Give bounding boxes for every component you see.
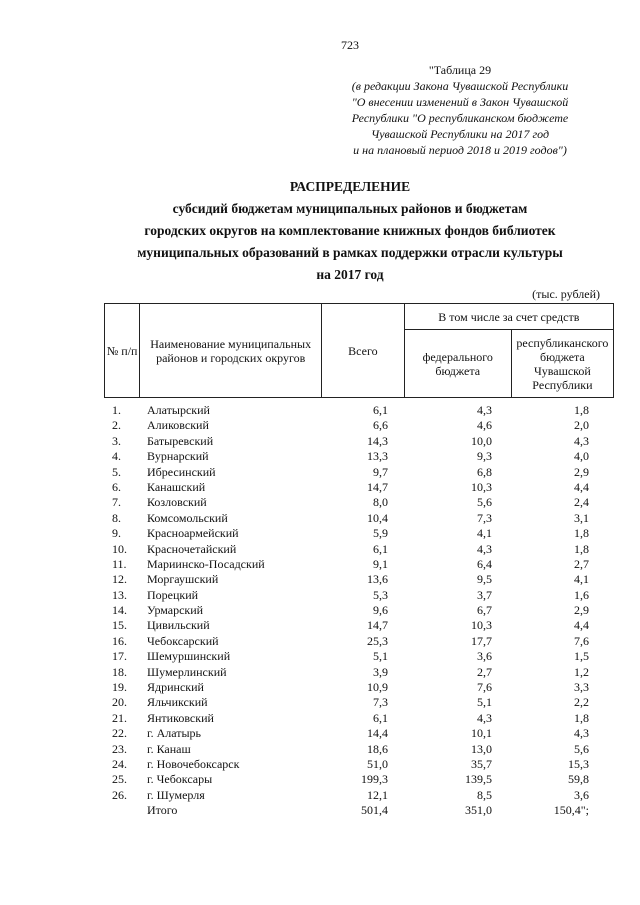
row-federal: 4,3 — [477, 541, 492, 556]
preamble-line: "О внесении изменений в Закон Чувашской — [351, 95, 569, 109]
row-number: 4. — [112, 449, 121, 464]
row-number: 25. — [112, 772, 127, 787]
document-preamble — [300, 62, 620, 158]
document-title: РАСПРЕДЕЛЕНИЕ — [289, 179, 411, 194]
row-name: Вурнарский — [147, 449, 209, 464]
subtitle-line: муниципальных образований в рамках поддержки отрасли культуры — [137, 245, 563, 260]
row-federal: 13,0 — [471, 741, 492, 756]
table-row — [104, 434, 614, 449]
row-federal: 10,3 — [471, 479, 492, 494]
row-republic: 7,6 — [574, 633, 589, 648]
row-total: 8,0 — [373, 495, 388, 510]
table-row — [104, 588, 614, 603]
row-name: Урмарский — [147, 603, 204, 618]
row-name: Моргаушский — [147, 572, 219, 587]
row-republic: 3,6 — [574, 787, 589, 802]
unit-label: (тыс. рублей) — [532, 287, 600, 301]
row-number: 20. — [112, 695, 127, 710]
row-number: 14. — [112, 603, 127, 618]
row-federal: 10,1 — [471, 726, 492, 741]
row-federal: 10,0 — [471, 433, 492, 448]
row-total: 25,3 — [367, 633, 388, 648]
row-total: 13,6 — [367, 572, 388, 587]
row-republic: 4,3 — [574, 726, 589, 741]
row-total: 14,3 — [367, 433, 388, 448]
row-federal: 4,3 — [477, 403, 492, 417]
row-federal: 3,6 — [477, 649, 492, 664]
row-federal: 4,3 — [477, 710, 492, 725]
row-total: 14,7 — [367, 618, 388, 633]
row-name: Янтиковский — [147, 710, 214, 725]
row-federal: 4,1 — [477, 526, 492, 541]
preamble-line: и на плановый период 2018 и 2019 годов") — [353, 143, 567, 157]
row-republic: 4,0 — [574, 449, 589, 464]
row-total: 13,3 — [367, 449, 388, 464]
row-name: Цивильский — [147, 618, 210, 633]
row-number: 15. — [112, 618, 127, 633]
row-name: Комсомольский — [147, 510, 228, 525]
table-label: "Таблица 29 — [428, 63, 492, 77]
row-total: 14,4 — [367, 726, 388, 741]
preamble-line: Республики "О республиканском бюджете — [351, 111, 569, 125]
row-republic: 2,4 — [574, 495, 589, 510]
total-federal: 351,0 — [465, 803, 492, 818]
table-row — [104, 695, 614, 710]
document-heading — [60, 176, 640, 286]
row-number: 16. — [112, 633, 127, 648]
row-name: г. Канаш — [147, 741, 191, 756]
row-federal: 2,7 — [477, 664, 492, 679]
total-value: 501,4 — [361, 803, 388, 818]
row-name: Красночетайский — [147, 541, 237, 556]
row-total: 10,4 — [367, 510, 388, 525]
table-row — [104, 465, 614, 480]
row-federal: 9,3 — [477, 449, 492, 464]
table-row — [104, 757, 614, 772]
row-total: 6,1 — [373, 710, 388, 725]
row-total: 14,7 — [367, 479, 388, 494]
table-row — [104, 418, 614, 433]
row-name: Чебоксарский — [147, 633, 219, 648]
table-row — [104, 634, 614, 649]
row-republic: 2,9 — [574, 464, 589, 479]
row-total: 199,3 — [361, 772, 388, 787]
row-number: 18. — [112, 664, 127, 679]
row-federal: 9,5 — [477, 572, 492, 587]
row-republic: 5,6 — [574, 741, 589, 756]
table-row — [104, 526, 614, 541]
row-number: 21. — [112, 710, 127, 725]
row-name: Красноармейский — [147, 526, 239, 541]
subtitle-line: на 2017 год — [316, 267, 384, 282]
row-number: 7. — [112, 495, 121, 510]
row-name: Порецкий — [147, 587, 199, 602]
row-republic: 59,8 — [568, 772, 589, 787]
row-name: Батыревский — [147, 433, 214, 448]
row-republic: 2,7 — [574, 556, 589, 571]
row-republic: 1,8 — [574, 526, 589, 541]
total-row — [104, 803, 614, 818]
row-name: Козловский — [147, 495, 207, 510]
row-republic: 2,2 — [574, 695, 589, 710]
total-republic: 150,4"; — [553, 803, 589, 818]
row-republic: 1,2 — [574, 664, 589, 679]
row-number: 17. — [112, 649, 127, 664]
row-total: 5,9 — [373, 526, 388, 541]
row-number: 1. — [112, 403, 121, 417]
row-total: 6,1 — [373, 403, 388, 417]
row-number: 2. — [112, 418, 121, 433]
row-number: 3. — [112, 433, 121, 448]
table-body — [104, 403, 614, 819]
table-row — [104, 542, 614, 557]
row-republic: 2,0 — [574, 418, 589, 433]
row-total: 10,9 — [367, 680, 388, 695]
row-number: 23. — [112, 741, 127, 756]
header-federal: федерального бюджета — [404, 330, 511, 398]
row-republic: 3,3 — [574, 680, 589, 695]
table-row — [104, 557, 614, 572]
row-republic: 1,6 — [574, 587, 589, 602]
table-row — [104, 649, 614, 664]
table-row — [104, 772, 614, 787]
row-name: Ибресинский — [147, 464, 216, 479]
row-federal: 8,5 — [477, 787, 492, 802]
row-federal: 5,6 — [477, 495, 492, 510]
row-number: 24. — [112, 756, 127, 771]
row-republic: 1,8 — [574, 541, 589, 556]
table-row — [104, 449, 614, 464]
row-total: 9,1 — [373, 556, 388, 571]
row-federal: 6,7 — [477, 603, 492, 618]
table-row — [104, 572, 614, 587]
row-republic: 3,1 — [574, 510, 589, 525]
row-total: 6,1 — [373, 541, 388, 556]
row-federal: 10,3 — [471, 618, 492, 633]
row-name: Яльчикский — [147, 695, 208, 710]
row-number: 10. — [112, 541, 127, 556]
row-number: 22. — [112, 726, 127, 741]
row-number: 13. — [112, 587, 127, 602]
row-name: Аликовский — [147, 418, 209, 433]
row-name: Шумерлинский — [147, 664, 227, 679]
row-number: 5. — [112, 464, 121, 479]
row-federal: 7,3 — [477, 510, 492, 525]
row-name: г. Шумерля — [147, 787, 205, 802]
table-row — [104, 788, 614, 803]
subtitle-line: субсидий бюджетам муниципальных районов и бюджетам — [172, 201, 528, 216]
row-number: 9. — [112, 526, 121, 541]
total-label: Итого — [147, 803, 178, 818]
preamble-line: Чувашской Республики на 2017 год — [370, 127, 550, 141]
row-federal: 3,7 — [477, 587, 492, 602]
row-republic: 1,8 — [574, 403, 589, 417]
table-row — [104, 480, 614, 495]
row-number: 6. — [112, 479, 121, 494]
row-total: 5,3 — [373, 587, 388, 602]
page-number: 723 — [341, 38, 359, 52]
row-name: Алатырский — [147, 403, 210, 417]
row-number: 12. — [112, 572, 127, 587]
row-number: 26. — [112, 787, 127, 802]
row-total: 6,6 — [373, 418, 388, 433]
row-federal: 35,7 — [471, 756, 492, 771]
table-header — [104, 303, 614, 398]
row-republic: 4,4 — [574, 618, 589, 633]
row-total: 51,0 — [367, 756, 388, 771]
row-number: 8. — [112, 510, 121, 525]
table-row — [104, 495, 614, 510]
row-number: 11. — [112, 556, 127, 571]
subtitle-line: городских округов на комплектование книжных фондов библиотек — [144, 223, 556, 238]
row-name: г. Алатырь — [147, 726, 202, 741]
header-total: Всего — [322, 304, 405, 398]
table-row — [104, 511, 614, 526]
table-row — [104, 711, 614, 726]
row-federal: 139,5 — [465, 772, 492, 787]
row-republic: 15,3 — [568, 756, 589, 771]
row-total: 5,1 — [373, 649, 388, 664]
row-republic: 1,5 — [574, 649, 589, 664]
header-republic: республиканского бюджета Чувашской Республики — [511, 330, 613, 398]
table-row — [104, 665, 614, 680]
table-row — [104, 603, 614, 618]
row-republic: 2,9 — [574, 603, 589, 618]
row-total: 9,6 — [373, 603, 388, 618]
table-row — [104, 742, 614, 757]
header-group: В том числе за счет средств — [404, 304, 613, 330]
row-name: Мариинско-Посадский — [147, 556, 265, 571]
row-name: Канашский — [147, 479, 206, 494]
row-total: 7,3 — [373, 695, 388, 710]
row-republic: 1,8 — [574, 710, 589, 725]
row-name: г. Чебоксары — [147, 772, 213, 787]
row-total: 18,6 — [367, 741, 388, 756]
row-republic: 4,1 — [574, 572, 589, 587]
row-total: 9,7 — [373, 464, 388, 479]
row-republic: 4,3 — [574, 433, 589, 448]
table-row — [104, 680, 614, 695]
row-federal: 6,8 — [477, 464, 492, 479]
table-row — [104, 726, 614, 741]
header-name: Наименование муниципальных районов и городских округов — [140, 304, 322, 398]
header-no: № п/п — [105, 304, 140, 398]
row-number: 19. — [112, 680, 127, 695]
row-name: Шемуршинский — [147, 649, 231, 664]
row-republic: 4,4 — [574, 479, 589, 494]
table-row — [104, 618, 614, 633]
row-federal: 17,7 — [471, 633, 492, 648]
row-federal: 5,1 — [477, 695, 492, 710]
row-federal: 4,6 — [477, 418, 492, 433]
row-name: Ядринский — [147, 680, 204, 695]
row-total: 3,9 — [373, 664, 388, 679]
preamble-line: (в редакции Закона Чувашской Республики — [351, 79, 569, 93]
row-federal: 7,6 — [477, 680, 492, 695]
row-total: 12,1 — [367, 787, 388, 802]
row-federal: 6,4 — [477, 556, 492, 571]
row-name: г. Новочебоксарск — [147, 756, 240, 771]
table-row — [104, 403, 614, 418]
